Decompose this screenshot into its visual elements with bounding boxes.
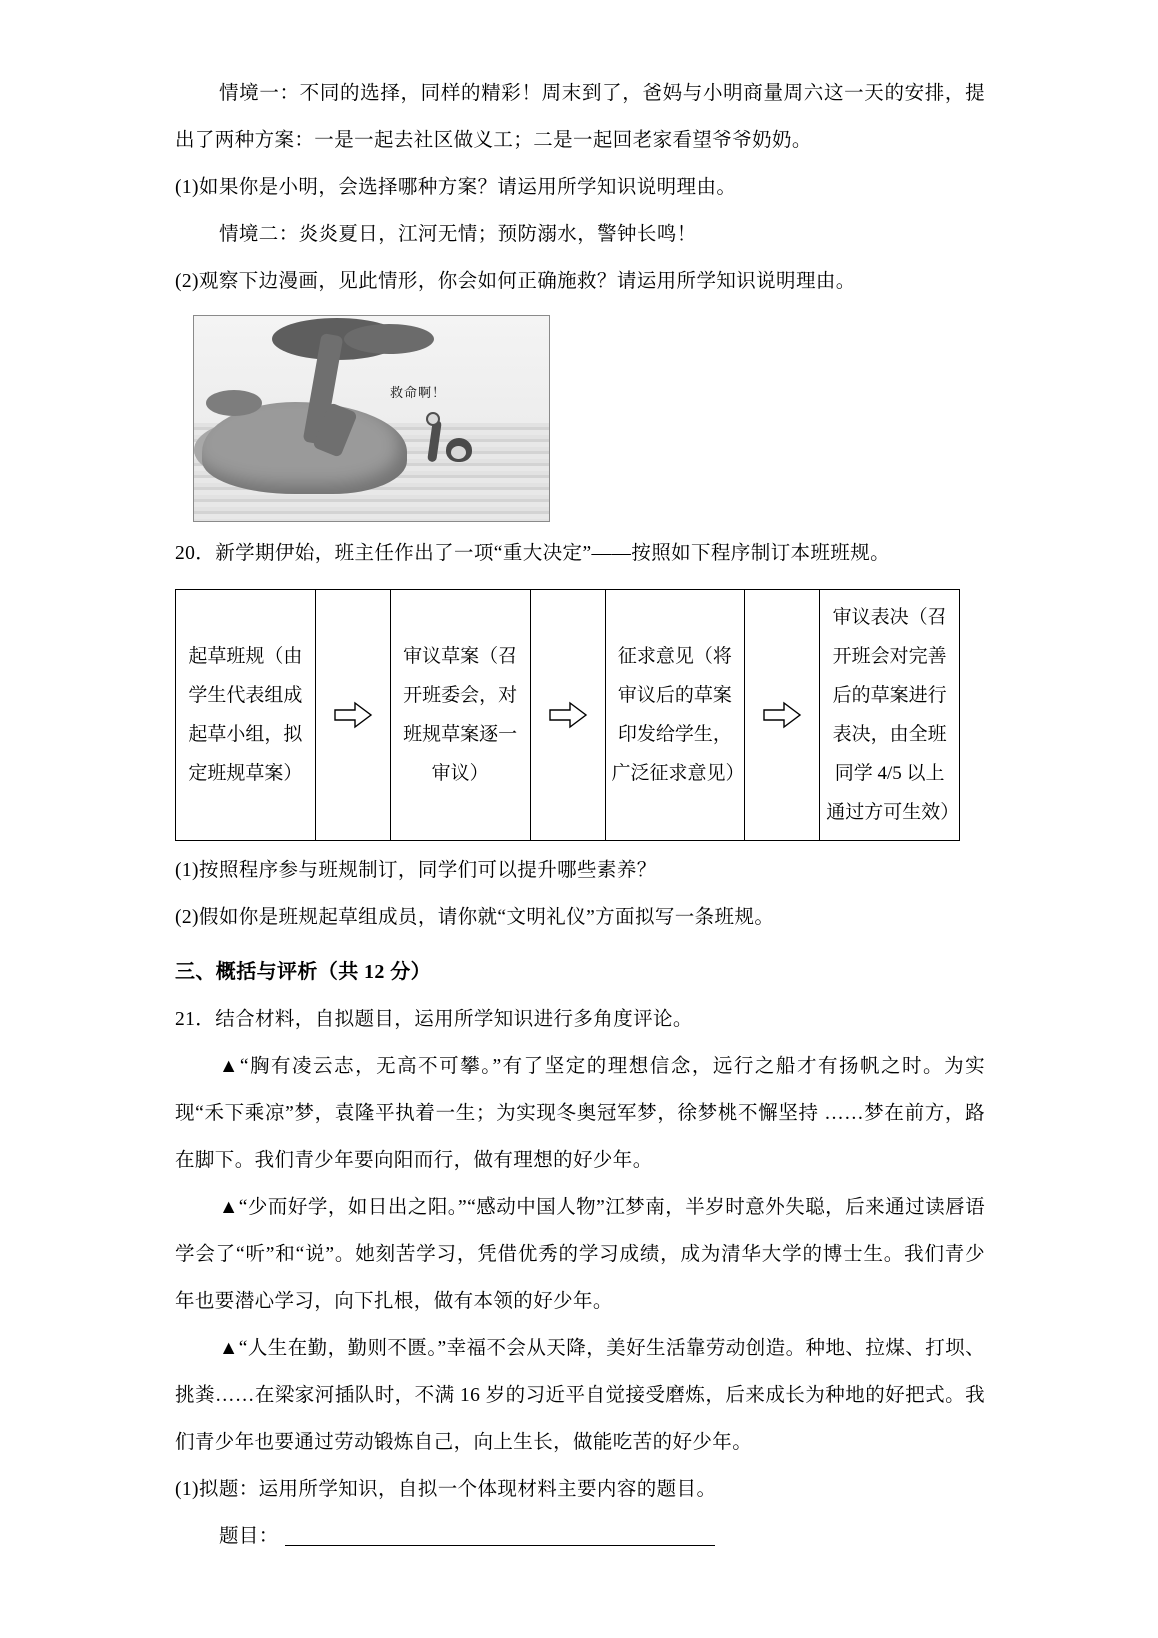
flow-step-1-label: 起草班规（由学生代表组成起草小组，拟定班规草案） bbox=[188, 646, 303, 784]
question-21-material-2: ▲“少而好学，如日出之阳。”“感动中国人物”江梦南，半岁时意外失聪，后来通过读唇语学会了“听”和“说”。她刻苦学习，凭借优秀的学习成绩，成为清华大学的博士生。我们青少年也要潜心学习，向下扎根，做有本领的好少年。 bbox=[175, 1197, 985, 1312]
comic-tree-canopy-secondary bbox=[344, 324, 434, 354]
question-20-stem: 20．新学期伊始，班主任作出了一项“重大决定”——按照如下程序制订本班班规。 bbox=[175, 543, 891, 564]
answer-blank-line[interactable] bbox=[285, 1544, 715, 1546]
page-content bbox=[175, 70, 985, 1560]
section-3-heading: 三、概括与评析（共 12 分） bbox=[175, 961, 431, 983]
flow-step-3 bbox=[605, 590, 745, 841]
comic-person-hand bbox=[426, 412, 440, 426]
arrow-right-icon-2 bbox=[530, 590, 605, 841]
comic-frame bbox=[193, 315, 550, 522]
question-21-sub-1: (1)拟题：运用所学知识，自拟一个体现材料主要内容的题目。 bbox=[175, 1479, 717, 1500]
flow-step-2-label: 审议草案（召开班委会，对班规草案逐一审议） bbox=[403, 646, 518, 784]
arrow-right-icon-1 bbox=[315, 590, 390, 841]
flow-step-4 bbox=[820, 590, 960, 841]
class-rules-procedure-table bbox=[175, 589, 960, 841]
comic-person-face bbox=[451, 446, 466, 459]
question-20-sub-2: (2)假如你是班规起草组成员，请你就“文明礼仪”方面拟写一条班规。 bbox=[175, 907, 775, 928]
flow-step-1 bbox=[176, 590, 316, 841]
scenario-two-paragraph: 情境二：炎炎夏日，江河无情；预防溺水，警钟长鸣！ bbox=[219, 224, 697, 245]
table-row bbox=[176, 590, 960, 841]
arrow-right-icon-3 bbox=[745, 590, 820, 841]
flow-step-4-label: 审议表决（召开班会对完善后的草案进行表决，由全班同学 4/5 以上通过方可生效） bbox=[826, 607, 960, 823]
flow-step-3-label: 征求意见（将审议后的草案印发给学生，广泛征求意见） bbox=[611, 646, 745, 784]
drowning-rescue-comic bbox=[193, 315, 548, 520]
question-19-sub-1: (1)如果你是小明，会选择哪种方案？请运用所学知识说明理由。 bbox=[175, 177, 737, 198]
answer-title-label: 题目： bbox=[219, 1526, 279, 1547]
scenario-one-paragraph: 情境一：不同的选择，同样的精彩！周末到了，爸妈与小明商量周六这一天的安排，提出了两种方案：一是一起去社区做义工；二是一起回老家看望爷爷奶奶。 bbox=[175, 83, 985, 151]
flow-step-2 bbox=[390, 590, 530, 841]
question-21-material-1: ▲“胸有凌云志，无高不可攀。”有了坚定的理想信念，远行之船才有扬帆之时。为实现“禾下乘凉”梦，袁隆平执着一生；为实现冬奥冠军梦，徐梦桃不懈坚持 ……梦在前方，路在脚下。我们青少年要向阳而行，做有理想的好少年。 bbox=[175, 1056, 985, 1171]
question-21-stem: 21．结合材料，自拟题目，运用所学知识进行多角度评论。 bbox=[175, 1009, 693, 1030]
question-19-sub-2: (2)观察下边漫画，见此情形，你会如何正确施救？请运用所学知识说明理由。 bbox=[175, 271, 856, 292]
question-20-sub-1: (1)按照程序参与班规制订，同学们可以提升哪些素养？ bbox=[175, 860, 657, 881]
question-21-material-3: ▲“人生在勤，勤则不匮。”幸福不会从天降，美好生活靠劳动创造。种地、拉煤、打坝、挑粪……在梁家河插队时，不满 16 岁的习近平自觉接受磨炼，后来成长为种地的好把式。我们青少年也要通过劳动锻炼自己，向上生长，做能吃苦的好少年。 bbox=[175, 1338, 985, 1453]
comic-bush bbox=[206, 390, 262, 416]
comic-caption-text: 救命啊！ bbox=[390, 385, 447, 400]
answer-title-row bbox=[175, 1513, 985, 1560]
